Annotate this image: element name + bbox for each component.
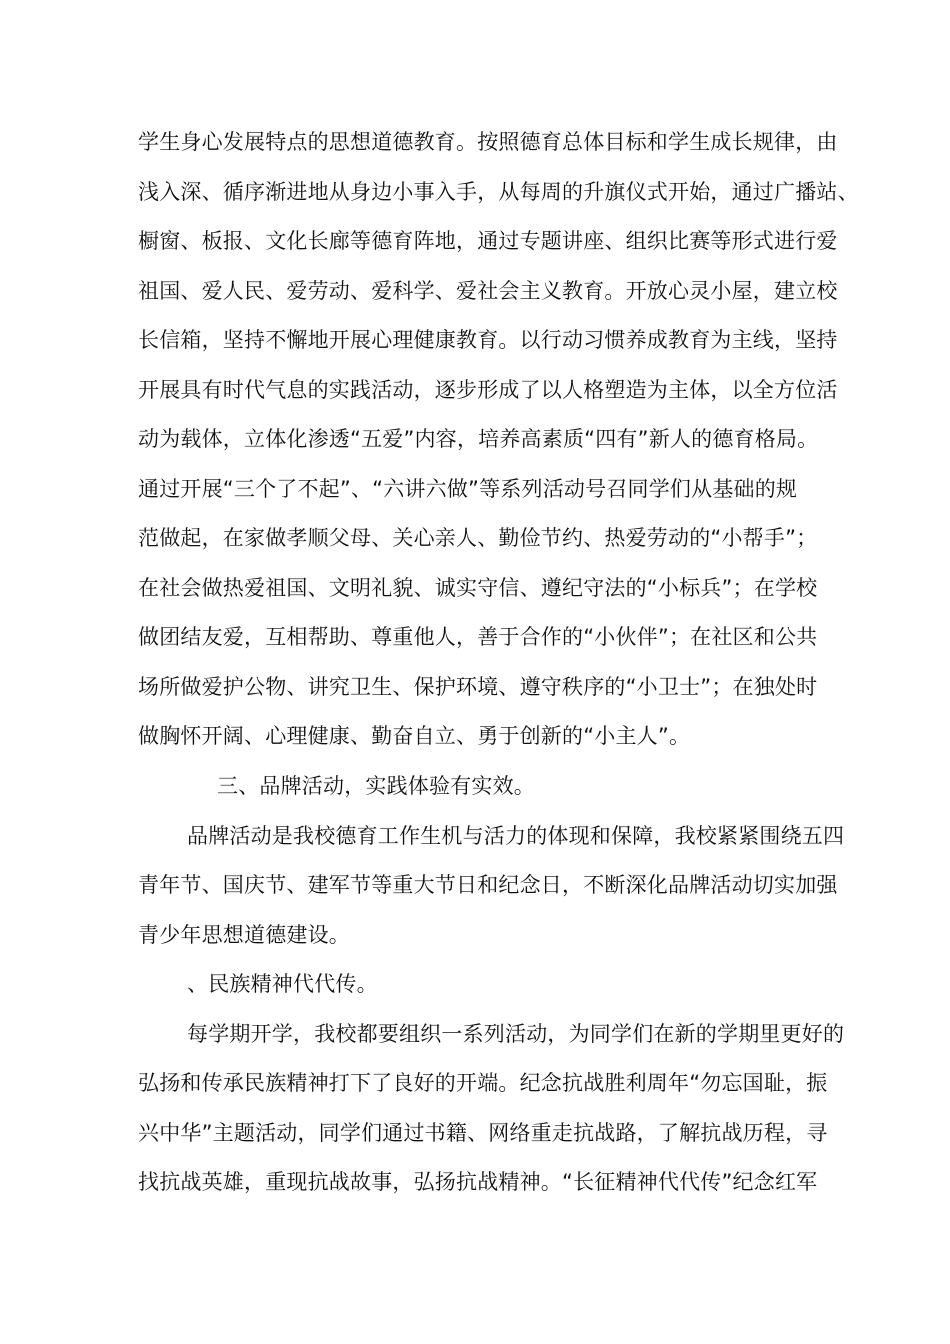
paragraph-line: 浅入深、循序渐进地从身边小事入手，从每周的升旗仪式开始，通过广播站、 (138, 180, 859, 204)
paragraph-line: 兴中华”主题活动，同学们通过书籍、网络重走抗战路，了解抗战历程，寻 (138, 1121, 828, 1145)
paragraph-line: 橱窗、板报、文化长廊等德育阵地，通过专题讲座、组织比赛等形式进行爱 (138, 229, 838, 253)
paragraph-line: 范做起，在家做孝顺父母、关心亲人、勤俭节约、热爱劳动的“小帮手”； (138, 526, 818, 550)
paragraph-line: 在社会做热爱祖国、文明礼貌、诚实守信、遵纪守法的“小标兵”；在学校 (138, 576, 818, 600)
paragraph-line: 找抗战英雄，重现抗战故事，弘扬抗战精神。“长征精神代代传”纪念红军 (138, 1170, 818, 1194)
subsection-heading: 、民族精神代代传。 (187, 972, 378, 996)
paragraph-line: 品牌活动是我校德育工作生机与活力的体现和保障，我校紧紧围绕五四 (187, 824, 845, 848)
paragraph-line: 做团结友爱，互相帮助、尊重他人，善于合作的“小伙伴”；在社区和公共 (138, 625, 818, 649)
paragraph-line: 祖国、爱人民、爱劳动、爱科学、爱社会主义教育。开放心灵小屋，建立校 (138, 279, 838, 303)
paragraph-line: 每学期开学，我校都要组织一系列活动，为同学们在新的学期里更好的 (187, 1022, 845, 1046)
section-heading: 三、品牌活动，实践体验有实效。 (217, 774, 535, 798)
paragraph-line: 通过开展“三个了不起”、“六讲六做”等系列活动号召同学们从基础的规 (138, 477, 798, 501)
paragraph-line: 长信箱，坚持不懈地开展心理健康教育。以行动习惯养成教育为主线，坚持 (138, 328, 838, 352)
paragraph-line: 学生身心发展特点的思想道德教育。按照德育总体目标和学生成长规律，由 (138, 130, 838, 154)
paragraph-line: 弘扬和传承民族精神打下了良好的开端。纪念抗战胜利周年“勿忘国耻，振 (138, 1071, 828, 1095)
paragraph-line: 做胸怀开阔、心理健康、勤奋自立、勇于创新的“小主人”。 (138, 724, 691, 748)
paragraph-line: 开展具有时代气息的实践活动，逐步形成了以人格塑造为主体，以全方位活 (138, 378, 838, 402)
paragraph-line: 动为载体，立体化渗透“五爱”内容，培养高素质“四有”新人的德育格局。 (138, 427, 819, 451)
paragraph-line: 场所做爱护公物、讲究卫生、保护环境、遵守秩序的“小卫士”；在独处时 (138, 675, 818, 699)
paragraph-line: 青少年思想道德建设。 (138, 923, 350, 947)
paragraph-line: 青年节、国庆节、建军节等重大节日和纪念日，不断深化品牌活动切实加强 (138, 873, 838, 897)
